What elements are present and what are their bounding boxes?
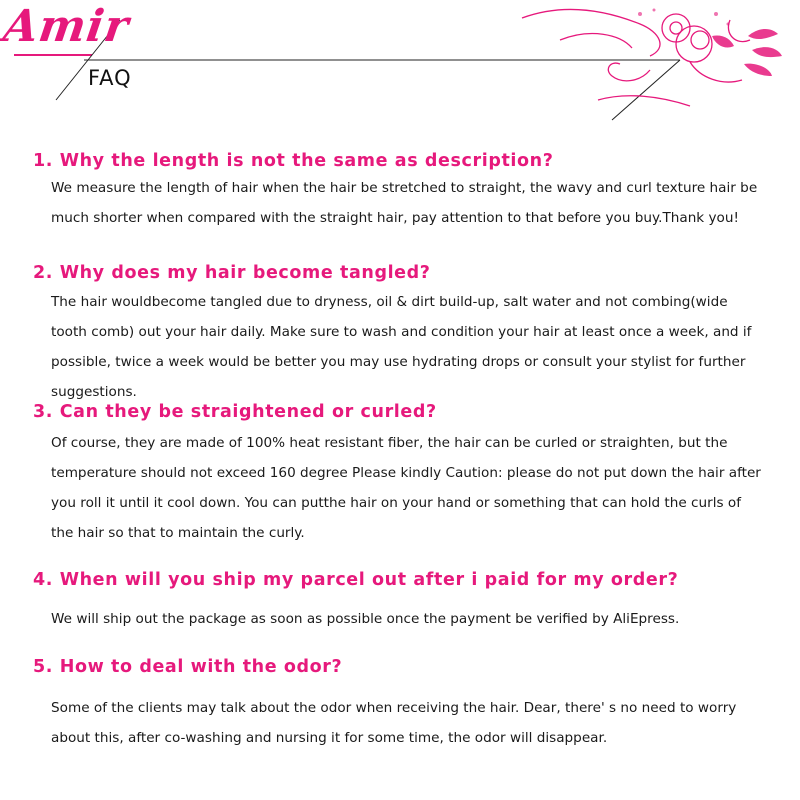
faq-question: 4. When will you ship my parcel out after i paid for my order?	[33, 570, 679, 590]
faq-question: 5. How to deal with the odor?	[33, 657, 343, 677]
faq-answer: The hair wouldbecome tangled due to dryness, oil & dirt build-up, salt water and not combing(wide tooth comb) out your hair daily. Make sure to wash and condition your hair at least once a week, and if possible, twice a week would be better you may use hydrating drops or consult your stylist for further suggestions.	[51, 294, 752, 400]
leaf-cluster-icon	[712, 29, 782, 76]
faq-answer: We measure the length of hair when the hair be stretched to straight, the wavy and curl texture hair be much shorter when compared with the straight hair, pay attention to that before you buy.Thank you!	[51, 180, 758, 226]
floral-ornament-icon	[522, 9, 750, 106]
faq-question: 2. Why does my hair become tangled?	[33, 263, 431, 283]
header-slash-right	[612, 60, 680, 120]
faq-answer: We will ship out the package as soon as possible once the payment be verified by AliEpress.	[51, 611, 680, 627]
faq-question: 3. Can they be straightened or curled?	[33, 402, 437, 422]
page-title: FAQ	[88, 66, 132, 90]
brand-logo: Amir	[0, 1, 133, 52]
faq-answer: Some of the clients may talk about the odor when receiving the hair. Dear, there' s no need to worry about this, after co-washing and nursing it for some time, the odor will disappear.	[51, 700, 737, 746]
faq-answer: Of course, they are made of 100% heat resistant fiber, the hair can be curled or straighten, but the temperature should not exceed 160 degree Please kindly Caution: please do not put down the hair after you roll it until it cool down. You can putthe hair on your hand or something that can hold the curls of the hair so that to maintain the curly.	[51, 435, 761, 541]
faq-question: 1. Why the length is not the same as description?	[33, 151, 554, 171]
